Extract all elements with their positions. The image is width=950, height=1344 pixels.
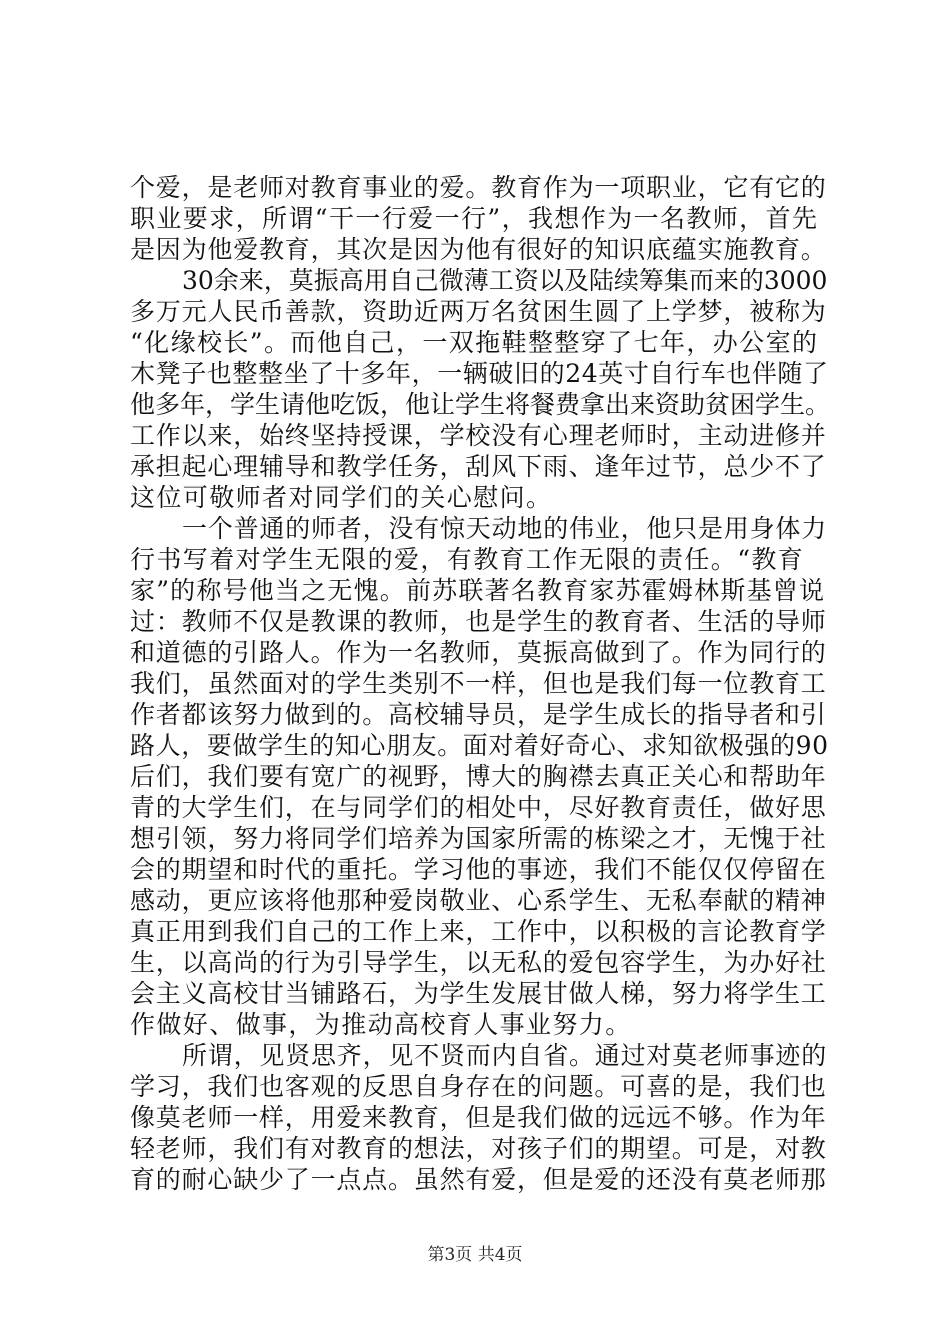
text-line: 我们，虽然面对的学生类别不一样，但也是我们每一位教育工: [130, 669, 827, 698]
text-line: 青的大学生们，在与同学们的相处中，尽好教育责任，做好思: [130, 793, 827, 822]
text-line: 木凳子也整整坐了十多年，一辆破旧的24英寸自行车也伴随了: [130, 359, 829, 388]
text-line: 所谓，见贤思齐，见不贤而内自省。通过对莫老师事迹的: [182, 1041, 828, 1070]
text-line: 学习，我们也客观的反思自身存在的问题。可喜的是，我们也: [130, 1072, 827, 1101]
text-line: 个爱，是老师对教育事业的爱。教育作为一项职业，它有它的: [130, 173, 827, 202]
text-line: 生，以高尚的行为引导学生，以无私的爱包容学生，为办好社: [130, 948, 827, 977]
text-line: 过：教师不仅是教课的教师，也是学生的教育者、生活的导师: [130, 607, 827, 636]
text-line: 轻老师，我们有对教育的想法，对孩子们的期望。可是，对教: [130, 1134, 827, 1163]
body-text: [130, 172, 830, 1195]
text-line: 会主义高校甘当铺路石，为学生发展甘做人梯，努力将学生工: [130, 979, 827, 1008]
text-line: 职业要求，所谓“干一行爱一行”，我想作为一名教师，首先: [130, 204, 819, 233]
text-line: 会的期望和时代的重托。学习他的事迹，我们不能仅仅停留在: [130, 855, 827, 884]
text-line: 作者都该努力做到的。高校辅导员，是学生成长的指导者和引: [130, 700, 827, 729]
text-line: 一个普通的师者，没有惊天动地的伟业，他只是用身体力: [182, 514, 828, 543]
text-line: 感动，更应该将他那种爱岗敬业、心系学生、无私奉献的精神: [130, 886, 827, 915]
text-line: 路人，要做学生的知心朋友。面对着好奇心、求知欲极强的90: [130, 731, 829, 760]
text-line: 作做好、做事，为推动高校育人事业努力。: [130, 1010, 632, 1039]
text-line: 30余来，莫振高用自己微薄工资以及陆续筹集而来的3000: [182, 266, 828, 295]
text-line: 是因为他爱教育，其次是因为他有很好的知识底蕴实施教育。: [130, 235, 827, 264]
text-line: 承担起心理辅导和教学任务，刮风下雨、逢年过节，总少不了: [130, 452, 827, 481]
text-line: 后们，我们要有宽广的视野，博大的胸襟去真正关心和帮助年: [130, 762, 827, 791]
text-line: 多万元人民币善款，资助近两万名贫困生圆了上学梦，被称为: [130, 297, 827, 326]
text-line: 家”的称号他当之无愧。前苏联著名教育家苏霍姆林斯基曾说: [130, 576, 826, 605]
text-line: 育的耐心缺少了一点点。虽然有爱，但是爱的还没有莫老师那: [130, 1165, 827, 1194]
text-line: 行书写着对学生无限的爱，有教育工作无限的责任。“教育: [130, 545, 805, 574]
text-line: 想引领，努力将同学们培养为国家所需的栋梁之才，无愧于社: [130, 824, 827, 853]
text-line: 工作以来，始终坚持授课，学校没有心理老师时，主动进修并: [130, 421, 827, 450]
text-line: 像莫老师一样，用爱来教育，但是我们做的远远不够。作为年: [130, 1103, 827, 1132]
text-line: 他多年，学生请他吃饭，他让学生将餐费拿出来资助贫困学生。: [130, 390, 830, 419]
text-line: 和道德的引路人。作为一名教师，莫振高做到了。作为同行的: [130, 638, 827, 667]
text-line: “化缘校长”。而他自己，一双拖鞋整整穿了七年，办公室的: [130, 328, 819, 357]
page-footer: [0, 1244, 950, 1266]
page-number: 第3页 共4页: [427, 1245, 523, 1265]
text-line: 真正用到我们自己的工作上来，工作中，以积极的言论教育学: [130, 917, 827, 946]
text-line: 这位可敬师者对同学们的关心慰问。: [130, 483, 553, 512]
